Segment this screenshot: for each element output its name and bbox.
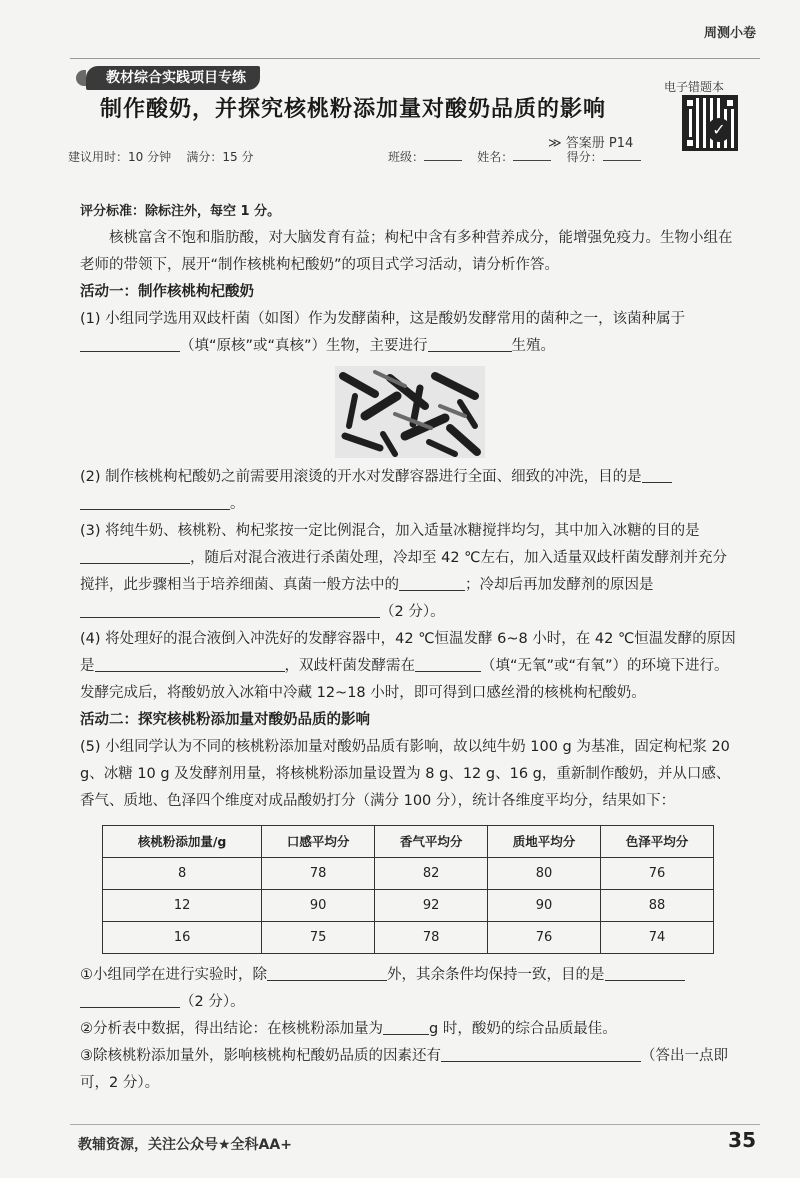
sub-question-3 [80,1043,740,1097]
q1-blank-2[interactable] [428,335,512,352]
q3-blank-2[interactable] [399,574,465,591]
sub-question-1 [80,962,740,1016]
answer-reference: ≫ 答案册 P14 [548,136,634,151]
qr-finder-icon [684,137,696,149]
intro-paragraph: 核桃富含不饱和脂肪酸，对大脑发育有益；枸杞中含有多种营养成分，能增强免疫力。生物小组在老师的带领下，展开“制作核桃枸杞酸奶”的项目式学习活动，请分析作答。 [80,230,733,273]
sub1-blank-1[interactable] [267,964,387,981]
activity-one-heading: 活动一：制作核桃枸杞酸奶 [80,284,254,300]
top-rule [70,58,760,59]
class-label: 班级： [388,150,425,164]
table-header: 香气平均分 [375,826,488,858]
question-4 [80,626,740,707]
question-5: (5) 小组同学认为不同的核桃粉添加量对酸奶品质有影响，故以纯牛奶 100 g 为基准，固定枸杞浆 20 g、冰糖 10 g 及发酵剂用量，将核桃粉添加量设置为 8 g、12 g、16 g，重新制作酸奶，并从口感、香气、质地、色泽四个维度对成品酸奶打分（满分 100 分），统计各维度平均分，结果如下： [80,739,731,809]
qr-finder-icon [684,97,696,109]
sub1-text-c: （2 分）。 [180,994,245,1010]
q2-text-b: 。 [230,496,245,512]
sub2-text-b: g 时，酸奶的综合品质最佳。 [429,1021,617,1037]
sub3-text-a: ③除核桃粉添加量外，影响核桃枸杞酸奶品质的因素还有 [80,1048,441,1064]
q4-blank-2[interactable] [415,655,481,672]
table-cell: 78 [262,858,375,890]
q3-text-b: ，随后对混合液进行杀菌处理，冷却至 42 ℃左右，加入适量双歧杆菌发酵剂并充分搅拌，此步骤相当于培养细菌、真菌一般方法中的 [80,550,727,593]
full-score: 满分：15 分 [186,150,254,164]
suggested-time: 建议用时：10 分钟 [68,150,172,164]
q1-blank-1[interactable] [80,335,180,352]
score-label: 得分： [566,150,603,164]
footer-rule [70,1124,760,1125]
sub1-blank-2[interactable] [80,991,180,1008]
table-cell: 74 [601,922,714,954]
results-table [102,825,714,954]
q2-blank[interactable] [80,493,230,510]
student-fields [388,148,641,165]
name-label: 姓名： [477,150,514,164]
question-body [80,198,740,1097]
q3-text-d: （2 分）。 [380,604,445,620]
table-cell: 16 [103,922,262,954]
section-banner: 教材综合实践项目专练 [92,66,260,90]
page-number: 35 [728,1128,756,1152]
q2-text-a: (2) 制作核桃枸杞酸奶之前需要用滚烫的开水对发酵容器进行全面、细致的冲洗，目的是 [80,469,642,485]
table-header: 质地平均分 [488,826,601,858]
sub1-text-a: ①小组同学在进行实验时，除 [80,967,267,983]
activity-two-heading: 活动二：探究核桃粉添加量对酸奶品质的影响 [80,712,370,728]
table-row [103,890,714,922]
sub1-text-b: 外，其余条件均保持一致，目的是 [387,967,605,983]
q4-text-b: ，双歧杆菌发酵需在 [284,658,415,674]
score-field[interactable] [603,148,641,161]
section-tag: 周测小卷 [703,26,756,41]
ebook-label: 电子错题本 [664,80,725,94]
bacteria-micrograph [335,366,485,458]
table-row [103,858,714,890]
q3-blank-3[interactable] [80,601,380,618]
q4-text-a: (4) 将处理好的混合液倒入冲洗好的发酵容器中，42 ℃恒温发酵 6~8 小时，在 42 ℃恒温发酵的原因是 [80,631,736,674]
table-header: 口感平均分 [262,826,375,858]
question-1 [80,306,740,360]
table-cell: 76 [488,922,601,954]
table-cell: 90 [488,890,601,922]
table-cell: 78 [375,922,488,954]
sub-question-2 [80,1016,740,1043]
q2-blank-start[interactable] [642,466,672,483]
footer-note: 教辅资源，关注公众号★全科AA+ [78,1137,292,1153]
table-header-row [103,826,714,858]
q4-blank-1[interactable] [95,655,285,672]
question-3 [80,518,740,626]
question-2 [80,464,740,518]
table-cell: 8 [103,858,262,890]
qr-code-icon[interactable] [682,95,738,151]
sub2-text-a: ②分析表中数据，得出结论：在核桃粉添加量为 [80,1021,383,1037]
table-row [103,922,714,954]
page-title: 制作酸奶，并探究核桃粉添加量对酸奶品质的影响 [100,97,607,122]
sub3-blank[interactable] [441,1045,641,1062]
table-cell: 82 [375,858,488,890]
q3-text-a: (3) 将纯牛奶、核桃粉、枸杞浆按一定比例混合，加入适量冰糖搅拌均匀，其中加入冰糖的目的是 [80,523,700,539]
sub2-blank[interactable] [383,1018,429,1035]
table-cell: 88 [601,890,714,922]
table-cell: 80 [488,858,601,890]
time-score-info [68,148,253,165]
qr-finder-icon [724,97,736,109]
sub3-text-b: （答出一点即可，2 分）。 [80,1048,728,1091]
table-cell: 90 [262,890,375,922]
checkmark-icon: ✓ [707,118,731,142]
q1-text-b: （填“原核”或“真核”）生物，主要进行 [180,338,428,354]
sub1-blank-2-start[interactable] [605,964,685,981]
grading-note: 评分标准：除标注外，每空 1 分。 [80,204,281,219]
q1-text-c: 生殖。 [511,338,556,354]
q3-blank-1[interactable] [80,547,190,564]
name-field[interactable] [513,148,551,161]
table-cell: 75 [262,922,375,954]
table-cell: 92 [375,890,488,922]
q4-text-c: （填“无氧”或“有氧”）的环境下进行。发酵完成后，将酸奶放入冰箱中冷藏 12~18 小时，即可得到口感丝滑的核桃枸杞酸奶。 [80,658,729,701]
q3-text-c: ；冷却后再加发酵剂的原因是 [465,577,654,593]
class-field[interactable] [424,148,462,161]
table-cell: 12 [103,890,262,922]
bifidobacteria-image [335,366,485,458]
q1-text-a: (1) 小组同学选用双歧杆菌（如图）作为发酵菌种，这是酸奶发酵常用的菌种之一，该菌种属于 [80,311,686,327]
table-header: 色泽平均分 [601,826,714,858]
table-cell: 76 [601,858,714,890]
table-header: 核桃粉添加量/g [103,826,262,858]
